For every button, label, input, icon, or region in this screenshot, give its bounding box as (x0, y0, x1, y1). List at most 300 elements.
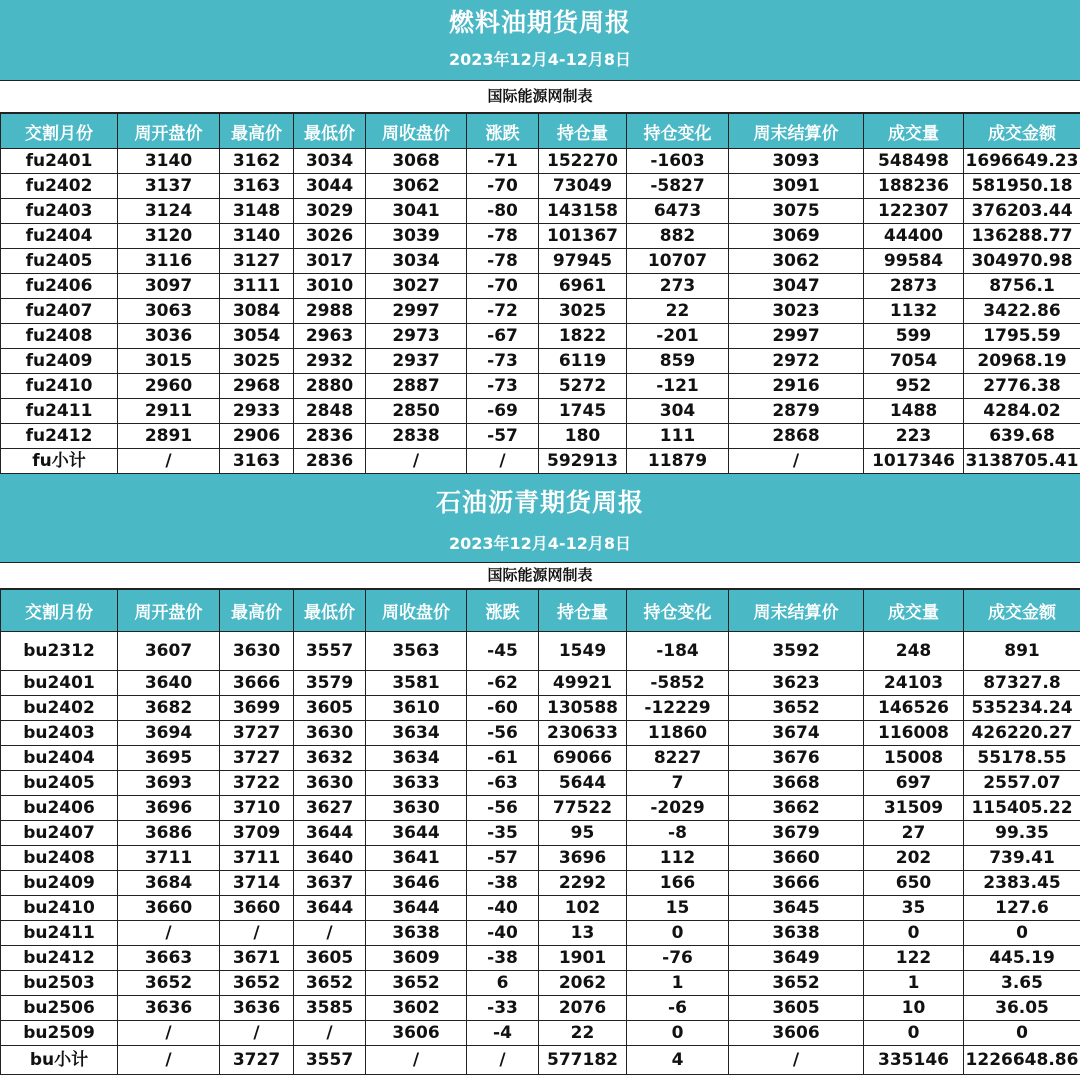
table-cell: 3039 (366, 224, 467, 249)
table-cell: -60 (467, 696, 539, 721)
table-row (1, 424, 1080, 449)
table-cell: 3610 (366, 696, 467, 721)
table-row (1, 632, 1080, 671)
table-cell: 73049 (539, 174, 627, 199)
table-cell: 3694 (118, 721, 220, 746)
table-cell: 5644 (539, 771, 627, 796)
table-cell: 188236 (864, 174, 964, 199)
table-cell: 2557.07 (964, 771, 1080, 796)
table-cell: 3636 (220, 996, 294, 1021)
table-cell: -57 (467, 424, 539, 449)
table-cell: 2972 (729, 349, 864, 374)
table-cell: 36.05 (964, 996, 1080, 1021)
table-cell: 650 (864, 871, 964, 896)
table-cell: 3652 (294, 971, 366, 996)
table-cell: 3674 (729, 721, 864, 746)
column-header: 持仓量 (539, 114, 627, 149)
table-cell: 2988 (294, 299, 366, 324)
table-cell: / (118, 1021, 220, 1046)
table-row (1, 746, 1080, 771)
table-cell: 3041 (366, 199, 467, 224)
table-cell: 3696 (539, 846, 627, 871)
table-cell: -33 (467, 996, 539, 1021)
contract-month-cell: fu2409 (1, 349, 118, 374)
table-cell: -76 (627, 946, 729, 971)
table-cell: 122 (864, 946, 964, 971)
table-row (1, 149, 1080, 174)
contract-month-cell: bu2503 (1, 971, 118, 996)
asphalt-table-header (1, 590, 1080, 632)
column-header: 成交金额 (964, 114, 1080, 149)
table-cell: 8227 (627, 746, 729, 771)
table-cell: 3138705.41 (964, 449, 1080, 474)
table-cell: 6961 (539, 274, 627, 299)
table-cell: 535234.24 (964, 696, 1080, 721)
table-cell: 3676 (729, 746, 864, 771)
table-cell: 136288.77 (964, 224, 1080, 249)
column-header: 成交金额 (964, 590, 1080, 632)
contract-month-cell: fu2410 (1, 374, 118, 399)
table-row (1, 696, 1080, 721)
table-cell: 3163 (220, 449, 294, 474)
table-cell: 3662 (729, 796, 864, 821)
table-cell: 3652 (729, 696, 864, 721)
contract-month-cell: bu2410 (1, 896, 118, 921)
table-cell: 3084 (220, 299, 294, 324)
table-cell: 581950.18 (964, 174, 1080, 199)
column-header: 涨跌 (467, 590, 539, 632)
table-cell: 3063 (118, 299, 220, 324)
table-cell: / (366, 449, 467, 474)
table-cell: 7054 (864, 349, 964, 374)
table-row (1, 871, 1080, 896)
table-cell: 2887 (366, 374, 467, 399)
table-cell: 335146 (864, 1046, 964, 1075)
table-cell: 3638 (729, 921, 864, 946)
table-row (1, 821, 1080, 846)
table-cell: 2848 (294, 399, 366, 424)
table-cell: 15 (627, 896, 729, 921)
table-cell: 20968.19 (964, 349, 1080, 374)
table-cell: 3036 (118, 324, 220, 349)
table-cell: 1 (864, 971, 964, 996)
table-row (1, 174, 1080, 199)
table-cell: 3722 (220, 771, 294, 796)
table-cell: 3660 (729, 846, 864, 871)
table-row (1, 971, 1080, 996)
table-cell: 111 (627, 424, 729, 449)
table-cell: / (729, 1046, 864, 1075)
contract-month-cell: fu2407 (1, 299, 118, 324)
contract-month-cell: bu2409 (1, 871, 118, 896)
table-cell: 2292 (539, 871, 627, 896)
contract-month-cell: bu小计 (1, 1046, 118, 1075)
contract-month-cell: fu2408 (1, 324, 118, 349)
table-cell: 3606 (366, 1021, 467, 1046)
table-cell: 3579 (294, 671, 366, 696)
table-cell: 273 (627, 274, 729, 299)
table-cell: 0 (627, 921, 729, 946)
table-cell: 3026 (294, 224, 366, 249)
table-cell: 223 (864, 424, 964, 449)
table-cell: 2933 (220, 399, 294, 424)
table-cell: 2383.45 (964, 871, 1080, 896)
table-cell: -12229 (627, 696, 729, 721)
table-cell: 2836 (294, 449, 366, 474)
table-cell: 1901 (539, 946, 627, 971)
table-cell: 7 (627, 771, 729, 796)
asphalt-banner (0, 474, 1080, 563)
table-cell: 3638 (366, 921, 467, 946)
table-cell: -2029 (627, 796, 729, 821)
table-cell: 3581 (366, 671, 467, 696)
table-cell: 69066 (539, 746, 627, 771)
table-cell: 1696649.23 (964, 149, 1080, 174)
table-cell: -6 (627, 996, 729, 1021)
table-cell: 3557 (294, 1046, 366, 1075)
table-cell: 2973 (366, 324, 467, 349)
table-cell: -4 (467, 1021, 539, 1046)
table-cell: 697 (864, 771, 964, 796)
contract-month-cell: fu2401 (1, 149, 118, 174)
table-cell: / (729, 449, 864, 474)
table-cell: 3640 (294, 846, 366, 871)
table-cell: 639.68 (964, 424, 1080, 449)
table-cell: 592913 (539, 449, 627, 474)
table-cell: -63 (467, 771, 539, 796)
table-cell: 3711 (220, 846, 294, 871)
contract-month-cell: bu2312 (1, 632, 118, 671)
table-cell: 55178.55 (964, 746, 1080, 771)
table-cell: 2911 (118, 399, 220, 424)
fuel-oil-title: 燃料油期货周报 (448, 8, 631, 37)
table-cell: 3632 (294, 746, 366, 771)
table-cell: 3091 (729, 174, 864, 199)
subtotal-row (1, 1046, 1080, 1075)
table-cell: 3679 (729, 821, 864, 846)
table-cell: 3644 (294, 821, 366, 846)
table-cell: 3116 (118, 249, 220, 274)
table-cell: 99.35 (964, 821, 1080, 846)
asphalt-maker-note: 国际能源网制表 (0, 563, 1080, 589)
table-cell: 3727 (220, 1046, 294, 1075)
table-cell: -70 (467, 274, 539, 299)
table-cell: 3671 (220, 946, 294, 971)
table-cell: 3641 (366, 846, 467, 871)
table-cell: 2960 (118, 374, 220, 399)
table-row (1, 249, 1080, 274)
table-cell: 3.65 (964, 971, 1080, 996)
table-cell: 1745 (539, 399, 627, 424)
table-row (1, 1021, 1080, 1046)
table-cell: 8756.1 (964, 274, 1080, 299)
column-header: 成交量 (864, 590, 964, 632)
fuel-oil-table-header (1, 114, 1080, 149)
column-header: 最低价 (294, 590, 366, 632)
table-cell: 3111 (220, 274, 294, 299)
table-cell: 6 (467, 971, 539, 996)
table-cell: 1017346 (864, 449, 964, 474)
table-cell: 3714 (220, 871, 294, 896)
contract-month-cell: bu2403 (1, 721, 118, 746)
table-cell: 2868 (729, 424, 864, 449)
table-cell: 3585 (294, 996, 366, 1021)
table-row (1, 896, 1080, 921)
table-cell: 3710 (220, 796, 294, 821)
table-cell: 4 (627, 1046, 729, 1075)
asphalt-table-body (1, 632, 1080, 1075)
table-cell: -71 (467, 149, 539, 174)
contract-month-cell: bu2405 (1, 771, 118, 796)
table-cell: -184 (627, 632, 729, 671)
table-cell: 1 (627, 971, 729, 996)
column-header: 交割月份 (1, 590, 118, 632)
table-cell: -69 (467, 399, 539, 424)
table-cell: 10707 (627, 249, 729, 274)
table-cell: 3557 (294, 632, 366, 671)
table-cell: / (366, 1046, 467, 1075)
table-cell: 116008 (864, 721, 964, 746)
table-cell: / (294, 1021, 366, 1046)
table-cell: -61 (467, 746, 539, 771)
table-cell: 2838 (366, 424, 467, 449)
table-row (1, 796, 1080, 821)
table-cell: 3140 (118, 149, 220, 174)
table-cell: 2880 (294, 374, 366, 399)
table-cell: 3093 (729, 149, 864, 174)
table-cell: 31509 (864, 796, 964, 821)
contract-month-cell: bu2406 (1, 796, 118, 821)
table-cell: 2776.38 (964, 374, 1080, 399)
table-cell: 3075 (729, 199, 864, 224)
table-cell: 3069 (729, 224, 864, 249)
table-cell: 97945 (539, 249, 627, 274)
table-cell: 3686 (118, 821, 220, 846)
table-cell: 548498 (864, 149, 964, 174)
table-row (1, 274, 1080, 299)
table-cell: 115405.22 (964, 796, 1080, 821)
table-cell: 3062 (366, 174, 467, 199)
table-cell: 2850 (366, 399, 467, 424)
table-row (1, 996, 1080, 1021)
table-cell: 3636 (118, 996, 220, 1021)
table-cell: 27 (864, 821, 964, 846)
table-cell: 739.41 (964, 846, 1080, 871)
asphalt-table (0, 589, 1080, 1075)
table-cell: 3627 (294, 796, 366, 821)
table-cell: 3602 (366, 996, 467, 1021)
table-row (1, 921, 1080, 946)
table-cell: 2836 (294, 424, 366, 449)
table-cell: / (294, 921, 366, 946)
table-cell: 3711 (118, 846, 220, 871)
contract-month-cell: bu2408 (1, 846, 118, 871)
table-cell: -67 (467, 324, 539, 349)
table-cell: 0 (864, 1021, 964, 1046)
table-cell: -5852 (627, 671, 729, 696)
table-cell: / (467, 1046, 539, 1075)
table-row (1, 199, 1080, 224)
table-cell: 3634 (366, 746, 467, 771)
table-cell: 426220.27 (964, 721, 1080, 746)
table-cell: 3015 (118, 349, 220, 374)
table-cell: / (118, 921, 220, 946)
table-cell: 891 (964, 632, 1080, 671)
column-header: 周收盘价 (366, 590, 467, 632)
fuel-oil-date: 2023年12月4-12月8日 (449, 50, 631, 69)
table-cell: 3605 (294, 946, 366, 971)
table-row (1, 846, 1080, 871)
contract-month-cell: fu2411 (1, 399, 118, 424)
table-cell: 3645 (729, 896, 864, 921)
table-cell: 6119 (539, 349, 627, 374)
contract-month-cell: bu2407 (1, 821, 118, 846)
fuel-oil-banner (0, 0, 1080, 81)
contract-month-cell: fu2412 (1, 424, 118, 449)
table-cell: 22 (627, 299, 729, 324)
table-cell: 3640 (118, 671, 220, 696)
table-cell: 3609 (366, 946, 467, 971)
table-cell: 0 (864, 921, 964, 946)
table-cell: 2062 (539, 971, 627, 996)
subtotal-row (1, 449, 1080, 474)
column-header: 持仓变化 (627, 114, 729, 149)
table-cell: -121 (627, 374, 729, 399)
table-cell: 3663 (118, 946, 220, 971)
table-cell: 3124 (118, 199, 220, 224)
table-cell: 3605 (729, 996, 864, 1021)
fuel-oil-maker-note: 国际能源网制表 (0, 81, 1080, 113)
table-cell: 3025 (220, 349, 294, 374)
table-cell: -45 (467, 632, 539, 671)
table-cell: 3652 (729, 971, 864, 996)
contract-month-cell: fu2405 (1, 249, 118, 274)
table-cell: 3646 (366, 871, 467, 896)
table-cell: 35 (864, 896, 964, 921)
table-cell: 0 (964, 921, 1080, 946)
asphalt-date: 2023年12月4-12月8日 (449, 534, 631, 553)
contract-month-cell: fu2402 (1, 174, 118, 199)
table-cell: -78 (467, 249, 539, 274)
table-cell: 44400 (864, 224, 964, 249)
table-cell: 2873 (864, 274, 964, 299)
table-cell: 3727 (220, 746, 294, 771)
table-row (1, 721, 1080, 746)
table-cell: 4284.02 (964, 399, 1080, 424)
table-row (1, 299, 1080, 324)
column-header: 交割月份 (1, 114, 118, 149)
table-cell: 3034 (366, 249, 467, 274)
contract-month-cell: bu2506 (1, 996, 118, 1021)
table-cell: 13 (539, 921, 627, 946)
table-cell: -73 (467, 374, 539, 399)
table-cell: 3120 (118, 224, 220, 249)
table-cell: / (118, 449, 220, 474)
table-cell: 3097 (118, 274, 220, 299)
table-cell: 3693 (118, 771, 220, 796)
table-cell: 2076 (539, 996, 627, 1021)
table-cell: 24103 (864, 671, 964, 696)
contract-month-cell: fu小计 (1, 449, 118, 474)
table-cell: 3684 (118, 871, 220, 896)
table-cell: 3606 (729, 1021, 864, 1046)
table-cell: 0 (627, 1021, 729, 1046)
table-row (1, 224, 1080, 249)
contract-month-cell: bu2402 (1, 696, 118, 721)
table-cell: 2997 (366, 299, 467, 324)
table-cell: 1795.59 (964, 324, 1080, 349)
table-cell: 3010 (294, 274, 366, 299)
table-cell: 3630 (366, 796, 467, 821)
table-cell: 3644 (366, 821, 467, 846)
asphalt-title: 石油沥青期货周报 (435, 488, 644, 517)
table-cell: 49921 (539, 671, 627, 696)
column-header: 周末结算价 (729, 590, 864, 632)
table-cell: 95 (539, 821, 627, 846)
table-cell: 3044 (294, 174, 366, 199)
table-cell: 11860 (627, 721, 729, 746)
table-cell: 3068 (366, 149, 467, 174)
table-cell: 2937 (366, 349, 467, 374)
table-cell: 952 (864, 374, 964, 399)
table-cell: 2916 (729, 374, 864, 399)
table-cell: -70 (467, 174, 539, 199)
table-cell: 3699 (220, 696, 294, 721)
table-cell: -80 (467, 199, 539, 224)
table-cell: 3047 (729, 274, 864, 299)
contract-month-cell: bu2411 (1, 921, 118, 946)
table-cell: 3682 (118, 696, 220, 721)
table-cell: 166 (627, 871, 729, 896)
column-header: 最高价 (220, 114, 294, 149)
table-cell: 3666 (729, 871, 864, 896)
table-cell: -40 (467, 896, 539, 921)
table-cell: 3140 (220, 224, 294, 249)
table-row (1, 399, 1080, 424)
table-cell: 3630 (294, 721, 366, 746)
table-cell: 859 (627, 349, 729, 374)
table-cell: 3709 (220, 821, 294, 846)
column-header: 周开盘价 (118, 114, 220, 149)
table-cell: 1549 (539, 632, 627, 671)
table-cell: 102 (539, 896, 627, 921)
table-cell: 11879 (627, 449, 729, 474)
table-cell: 1132 (864, 299, 964, 324)
column-header: 最高价 (220, 590, 294, 632)
table-cell: 3027 (366, 274, 467, 299)
table-cell: 3023 (729, 299, 864, 324)
table-cell: 3668 (729, 771, 864, 796)
table-cell: 599 (864, 324, 964, 349)
table-cell: 3634 (366, 721, 467, 746)
table-cell: 122307 (864, 199, 964, 224)
table-cell: 3137 (118, 174, 220, 199)
table-cell: 99584 (864, 249, 964, 274)
table-cell: 112 (627, 846, 729, 871)
table-cell: 230633 (539, 721, 627, 746)
table-cell: -56 (467, 796, 539, 821)
table-cell: 3605 (294, 696, 366, 721)
table-cell: 3630 (294, 771, 366, 796)
table-cell: 248 (864, 632, 964, 671)
table-cell: 3623 (729, 671, 864, 696)
table-cell: 1822 (539, 324, 627, 349)
table-cell: 3652 (220, 971, 294, 996)
column-header: 最低价 (294, 114, 366, 149)
table-cell: 3017 (294, 249, 366, 274)
table-cell: 101367 (539, 224, 627, 249)
table-cell: 3054 (220, 324, 294, 349)
